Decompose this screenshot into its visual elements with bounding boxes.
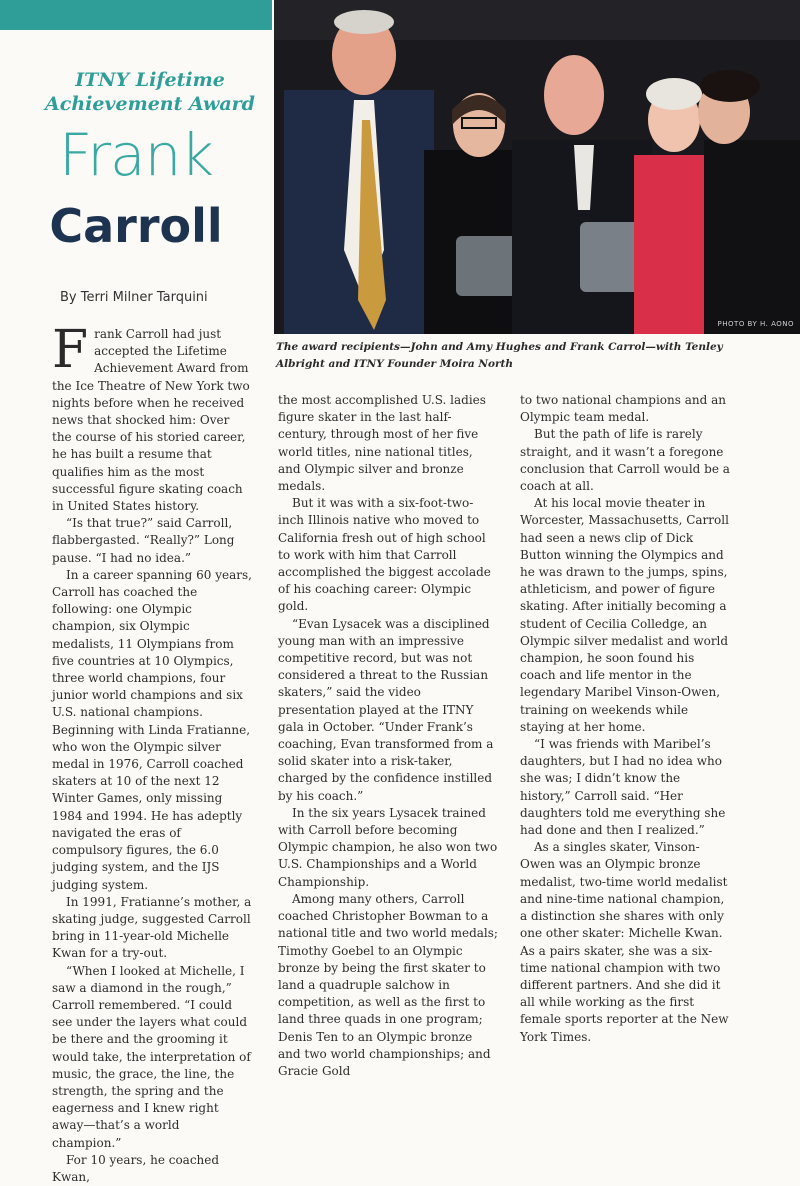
award-photo-illustration bbox=[274, 0, 800, 334]
article-paragraph: As a singles skater, Vinson-Owen was an Olympic bronze medalist, two-time world medalist and nine-time national champion, a distinction she shares with only one other skater: Michelle Kwan. As a pairs skater, she was a six-time national champion with two different partners. And she did it all while working as the first female sports reporter at the New York Times. bbox=[520, 840, 729, 1044]
title-last-name: Carroll bbox=[49, 199, 223, 253]
article-paragraph: But it was with a six-foot-two-inch Illinois native who moved to California fresh out of high school to work with him that Carroll accomplished the biggest accolade of his coaching career: Olympic gold. bbox=[278, 496, 491, 614]
article-paragraph: Among many others, Carroll coached Christopher Bowman to a national title and two world medals; Timothy Goebel to an Olympic bronze by being the first skater to land a quadruple salchow in competition, as well as the first to land three quads in one program; Denis Ten to an Olympic bronze and two world championships; and Gracie Gold bbox=[278, 891, 498, 1078]
kicker-line-1: ITNY Lifetime bbox=[75, 69, 225, 91]
article-column-3 bbox=[520, 392, 732, 1046]
article-column-2 bbox=[278, 392, 498, 1080]
article-paragraph: to two national champions and an Olympic team medal. bbox=[520, 393, 726, 425]
article-paragraph bbox=[52, 320, 252, 515]
photo-credit: PHOTO BY H. AONO bbox=[717, 320, 794, 328]
photo-caption: The award recipients—John and Amy Hughes and Frank Carrol—with Tenley Albright and ITNY Founder Moira North bbox=[276, 341, 723, 370]
article-column-1 bbox=[52, 320, 252, 1186]
title-first-name: Frank bbox=[59, 121, 213, 189]
article-paragraph: “Evan Lysacek was a disciplined young man with an impressive competitive record, but was not considered a threat to the Russian skaters,” said the video presentation played at the ITNY gala in October. “Under Frank’s coaching, Evan transformed from a solid skater into a risk-taker, charged by the confidence instilled by his coach.” bbox=[278, 616, 494, 803]
article-paragraph: “When I looked at Michelle, I saw a diamond in the rough,” Carroll remembered. “I could see under the layers what could be there and the grooming it would take, the interpretation of music, the grace, the line, the strength, the spring and the eagerness and I knew right away—that’s a world champion.” bbox=[52, 963, 251, 1150]
drop-cap: F bbox=[52, 320, 89, 380]
article-paragraph: “Is that true?” said Carroll, flabbergasted. “Really?” Long pause. “I had no idea.” bbox=[52, 516, 235, 565]
kicker-line-2: Achievement Award bbox=[45, 93, 255, 115]
article-paragraph: In the six years Lysacek trained with Carroll before becoming Olympic champion, he also won two U.S. Championships and a World Championship. bbox=[278, 805, 498, 889]
article-paragraph: the most accomplished U.S. ladies figure skater in the last half-century, through most of her five world titles, nine national titles, and Olympic silver and bronze medals. bbox=[278, 393, 486, 494]
article-paragraph: In 1991, Fratianne’s mother, a skating judge, suggested Carroll bring in 11-year-old Michelle Kwan for a try-out. bbox=[52, 894, 252, 961]
paragraph-text: rank Carroll had just accepted the Lifetime Achievement Award from the Ice Theatre of New York two nights before when he received news that shocked him: Over the course of his storied career, he has built a resume that qualifies him as the most successful figure skating coach in United States history. bbox=[52, 327, 250, 514]
article-paragraph: In a career spanning 60 years, Carroll has coached the following: one Olympic champion, six Olympic medalists, 11 Olympians from five countries at 10 Olympics, three world champions, four junior world champions and six U.S. national champions. Beginning with Linda Fratianne, who won the Olympic silver medal in 1976, Carroll coached skaters at 10 of the next 12 Winter Games, only missing 1984 and 1994. He has adeptly navigated the eras of compulsory figures, the 6.0 judging system, and the IJS judging system. bbox=[52, 567, 252, 892]
award-photo bbox=[274, 0, 800, 334]
byline: By Terri Milner Tarquini bbox=[60, 290, 208, 305]
article-paragraph: But the path of life is rarely straight, and it wasn’t a foregone conclusion that Carroll would be a coach at all. bbox=[520, 427, 730, 494]
award-kicker bbox=[40, 68, 260, 116]
article-paragraph: At his local movie theater in Worcester, Massachusetts, Carroll had seen a news clip of Dick Button winning the Olympics and he was drawn to the jumps, spins, athleticism, and power of figure skating. After initially becoming a student of Cecilia Colledge, an Olympic silver medalist and world champion, he soon found his coach and life mentor in the legendary Maribel Vinson-Owen, training on weekends while staying at her home. bbox=[520, 496, 729, 734]
article-paragraph: For 10 years, he coached Kwan, bbox=[52, 1152, 220, 1184]
header-accent-bar bbox=[0, 0, 272, 30]
article-paragraph: “I was friends with Maribel’s daughters, but I had no idea who she was; I didn’t know the history,” Carroll said. “Her daughters told me everything she had done and then I realized.” bbox=[520, 737, 726, 838]
